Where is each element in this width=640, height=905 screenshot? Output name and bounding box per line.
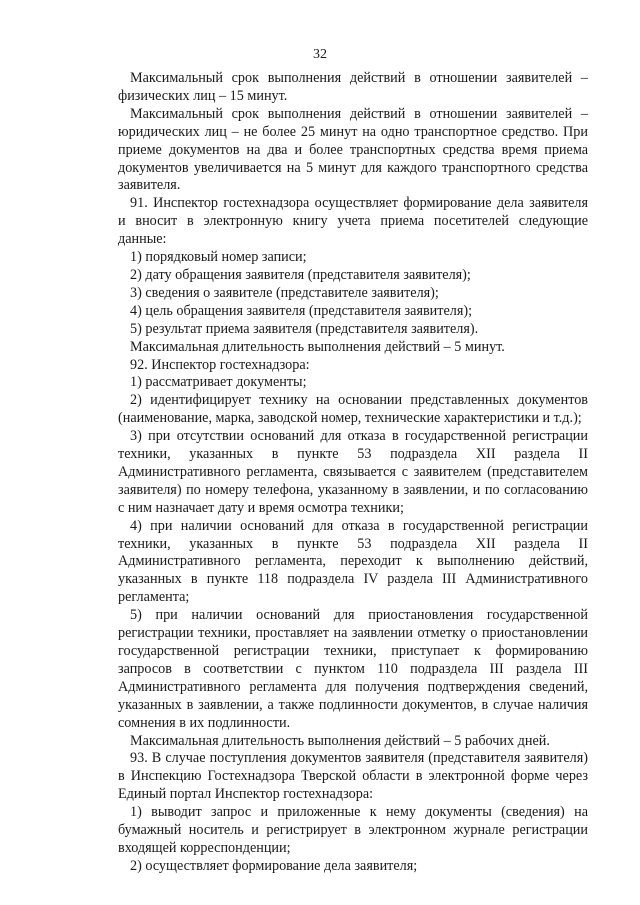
list-item: 5) при наличии оснований для приостановления государственной регистрации техники, проставляет на заявлении отметку о приостановлении государственной регистрации техники, приступает к формированию запросов в соответствии с пунктом 110 подраздела III раздела III Административного регламента для получения подтверждения сведений, указанных в заявлении, а также подлинности документов, в случае наличия сомнения в их подлинности. xyxy=(118,607,588,731)
document-body xyxy=(118,70,588,876)
paragraph: 93. В случае поступления документов заявителя (представителя заявителя) в Инспекцию Гостехнадзора Тверской области в электронной форме через Единый портал Инспектор гостехнадзора: xyxy=(118,750,588,803)
paragraph: Максимальная длительность выполнения действий – 5 минут. xyxy=(130,338,505,355)
list-item: 3) сведения о заявителе (представителе заявителя); xyxy=(130,284,439,301)
list-item: 3) при отсутствии оснований для отказа в государственной регистрации техники, указанных в пункте 53 подраздела XII раздела II Административного регламента, связывается с заявителем (представителем заявителя) по номеру телефона, указанному в заявлении, и по согласованию с ним назначает дату и время осмотра техники; xyxy=(118,428,588,516)
list-item: 4) цель обращения заявителя (представителя заявителя); xyxy=(130,302,473,319)
list-item: 1) выводит запрос и приложенные к нему документы (сведения) на бумажный носитель и регистрирует в электронном журнале регистрации входящей корреспонденции; xyxy=(118,804,588,856)
list-item: 2) дату обращения заявителя (представителя заявителя); xyxy=(130,266,471,283)
list-item: 1) порядковый номер записи; xyxy=(130,249,307,266)
list-item: 2) осуществляет формирование дела заявителя; xyxy=(130,857,418,874)
paragraph: Максимальная длительность выполнения действий – 5 рабочих дней. xyxy=(130,732,550,749)
paragraph: Максимальный срок выполнения действий в отношении заявителей – физических лиц – 15 минут. xyxy=(118,70,588,104)
list-item: 4) при наличии оснований для отказа в государственной регистрации техники, указанных в пункте 53 подраздела XII раздела II Административного регламента, переходит к выполнению действий, указанных в пункте 118 подраздела IV раздела III Административного регламента; xyxy=(118,517,588,606)
list-item: 2) идентифицирует технику на основании представленных документов (наименование, марка, заводской номер, технические характеристики и т.д.); xyxy=(118,392,588,427)
list-item: 5) результат приема заявителя (представителя заявителя). xyxy=(130,320,479,337)
paragraph: 92. Инспектор гостехнадзора: xyxy=(130,356,310,373)
list-item: 1) рассматривает документы; xyxy=(130,374,307,391)
paragraph: 91. Инспектор гостехнадзора осуществляет формирование дела заявителя и вносит в электронную книгу учета приема посетителей следующие данные: xyxy=(118,195,588,248)
page-number: 32 xyxy=(313,47,327,62)
paragraph: Максимальный срок выполнения действий в отношении заявителей – юридических лиц – не более 25 минут на одно транспортное средство. При приеме документов на два и более транспортных средства время приема документов увеличивается на 5 минут для каждого транспортного средства заявителя. xyxy=(118,105,588,194)
